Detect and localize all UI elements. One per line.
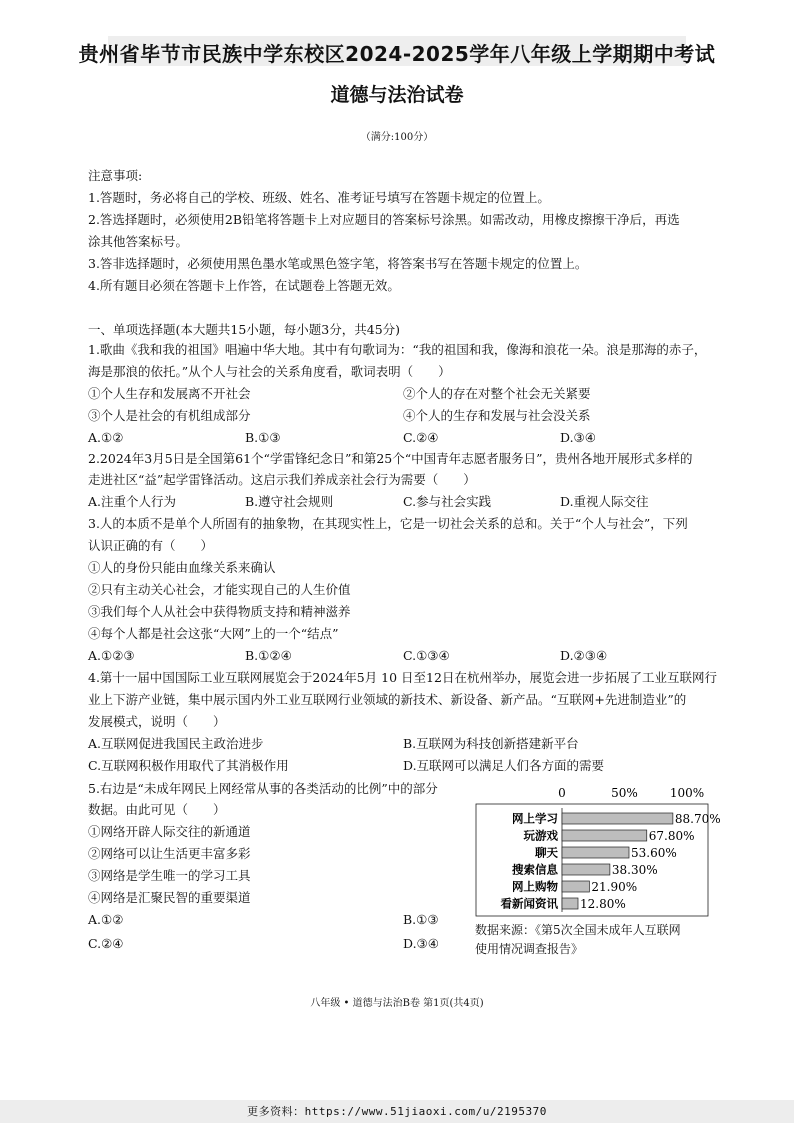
q2-stem: 走进社区“益”起学雷锋活动。这启示我们养成亲社会行为需要（ ） <box>88 472 476 487</box>
chart-source-line2: 使用情况调查报告》 <box>475 942 584 956</box>
chart-tick-label: 0 <box>558 786 566 800</box>
q1-option-a: A.①② <box>88 430 124 445</box>
q4-option-a: A.互联网促进我国民主政治进步 <box>88 736 264 751</box>
chart-category-label: 聊天 <box>535 845 558 860</box>
chart-tick-label: 50% <box>611 786 638 800</box>
q4-option-d: D.互联网可以满足人们各方面的需要 <box>403 758 605 773</box>
q5-option-d: D.③④ <box>403 936 439 951</box>
q5-option-c: C.②④ <box>88 936 124 951</box>
q3-stem: 3.人的本质不是单个人所固有的抽象物，在其现实性上，它是一切社会关系的总和。关于“个人与社会”，下列 <box>88 516 688 531</box>
q3-option-b: B.①②④ <box>245 648 292 663</box>
chart-value-label: 53.60% <box>631 846 677 860</box>
chart-bar <box>562 847 629 858</box>
section-heading: 一、单项选择题(本大题共15小题，每小题3分，共45分) <box>88 322 401 337</box>
chart-bar <box>562 830 647 841</box>
chart-bar <box>562 864 610 875</box>
q3-stem: 认识正确的有（ ） <box>88 538 214 553</box>
q5-statement-3: ③网络是学生唯一的学习工具 <box>88 868 251 883</box>
q5-statement-4: ④网络是汇聚民智的重要渠道 <box>88 890 251 905</box>
q5-statement-2: ②网络可以让生活更丰富多彩 <box>88 846 251 861</box>
q4-stem: 发展模式，说明（ ） <box>88 714 226 729</box>
q5-stem: 数据。由此可见（ ） <box>88 802 226 817</box>
q4-stem: 业上下游产业链，集中展示国内外工业互联网行业领域的新技术、新设备、新产品。“互联网+先进制造业”的 <box>88 692 687 707</box>
q1-option-c: C.②④ <box>403 430 439 445</box>
q3-statement-4: ④每个人都是社会这张“大网”上的一个“结点” <box>88 626 339 641</box>
q1-statement-4: ④个人的生存和发展与社会没关系 <box>403 408 591 423</box>
q5-option-b: B.①③ <box>403 912 439 927</box>
q1-statement-1: ①个人生存和发展离不开社会 <box>88 386 251 401</box>
q3-statement-3: ③我们每个人从社会中获得物质支持和精神滋养 <box>88 604 351 619</box>
q1-statement-2: ②个人的存在对整个社会无关紧要 <box>403 386 591 401</box>
chart-category-label: 搜索信息 <box>512 862 558 877</box>
q3-option-c: C.①③④ <box>403 648 450 663</box>
q4-option-c: C.互联网积极作用取代了其消极作用 <box>88 758 289 773</box>
chart-category-label: 玩游戏 <box>523 828 558 843</box>
q5-statement-1: ①网络开辟人际交往的新通道 <box>88 824 251 839</box>
activity-bar-chart <box>475 786 721 918</box>
chart-tick-label: 100% <box>669 786 705 800</box>
chart-category-label: 看新闻资讯 <box>500 896 558 911</box>
q4-stem: 4.第十一届中国国际工业互联网展览会于2024年5月 10 日至12日在杭州举办，展览会进一步拓展了工业互联网行 <box>88 670 717 685</box>
chart-category-label: 网上购物 <box>512 879 558 894</box>
more-resources-link[interactable]: 更多资料：https://www.51jiaoxi.com/u/2195370 <box>247 1105 547 1118</box>
q2-option-a: A.注重个人行为 <box>88 494 177 509</box>
exam-title: 贵州省毕节市民族中学东校区2024-2025学年八年级上学期期中考试 <box>78 42 716 66</box>
q2-option-c: C.参与社会实践 <box>403 494 492 509</box>
q5-stem: 5.右边是“未成年网民上网经常从事的各类活动的比例”中的部分 <box>88 781 438 796</box>
exam-subject: 道德与法治试卷 <box>330 84 464 106</box>
notes-heading: 注意事项: <box>88 168 143 183</box>
note-item: 3.答非选择题时，必须使用黑色墨水笔或黑色签字笔，将答案书写在答题卡规定的位置上。 <box>88 256 588 271</box>
chart-value-label: 21.90% <box>591 880 638 894</box>
chart-value-label: 67.80% <box>648 829 695 843</box>
q3-option-a: A.①②③ <box>88 648 135 663</box>
q1-stem: 海是那浪的依托。”从个人与社会的关系角度看，歌词表明（ ） <box>88 364 451 379</box>
q1-statement-3: ③个人是社会的有机组成部分 <box>88 408 251 423</box>
q1-stem: 1.歌曲《我和我的祖国》唱遍中华大地。其中有句歌词为：“我的祖国和我，像海和浪花一朵。浪是那海的赤子， <box>88 342 707 357</box>
q1-option-b: B.①③ <box>245 430 281 445</box>
chart-value-label: 88.70% <box>674 812 721 826</box>
note-item: 涂其他答案标号。 <box>88 234 189 249</box>
q4-option-b: B.互联网为科技创新搭建新平台 <box>403 736 579 751</box>
q3-statement-1: ①人的身份只能由血缘关系来确认 <box>88 560 276 575</box>
note-item: 2.答选择题时，必须使用2B铅笔将答题卡上对应题目的答案标号涂黑。如需改动，用橡皮擦擦干净后，再选 <box>88 212 680 227</box>
q3-statement-2: ②只有主动关心社会，才能实现自己的人生价值 <box>88 582 351 597</box>
chart-source-line1: 数据来源：《第5次全国未成年人互联网 <box>475 923 681 937</box>
note-item: 4.所有题目必须在答题卡上作答，在试题卷上答题无效。 <box>88 278 400 293</box>
chart-bar <box>562 813 673 824</box>
chart-category-label: 网上学习 <box>512 811 558 826</box>
full-mark: （满分:100分） <box>360 132 434 143</box>
q2-stem: 2.2024年3月5日是全国第61个“学雷锋纪念日”和第25个“中国青年志愿者服务日”，贵州各地开展形式多样的 <box>88 451 693 466</box>
note-item: 1.答题时，务必将自己的学校、班级、姓名、准考证号填写在答题卡规定的位置上。 <box>88 190 550 205</box>
chart-value-label: 12.80% <box>580 897 626 911</box>
chart-bar <box>562 881 589 892</box>
q5-option-a: A.①② <box>88 912 124 927</box>
q2-option-b: B.遵守社会规则 <box>245 494 334 509</box>
q3-option-d: D.②③④ <box>560 648 608 663</box>
q2-option-d: D.重视人际交往 <box>560 494 649 509</box>
page-footer: 八年级 • 道德与法治B卷 第1页(共4页) <box>310 998 484 1009</box>
q1-option-d: D.③④ <box>560 430 596 445</box>
chart-value-label: 38.30% <box>611 863 658 877</box>
chart-bar <box>562 898 578 909</box>
